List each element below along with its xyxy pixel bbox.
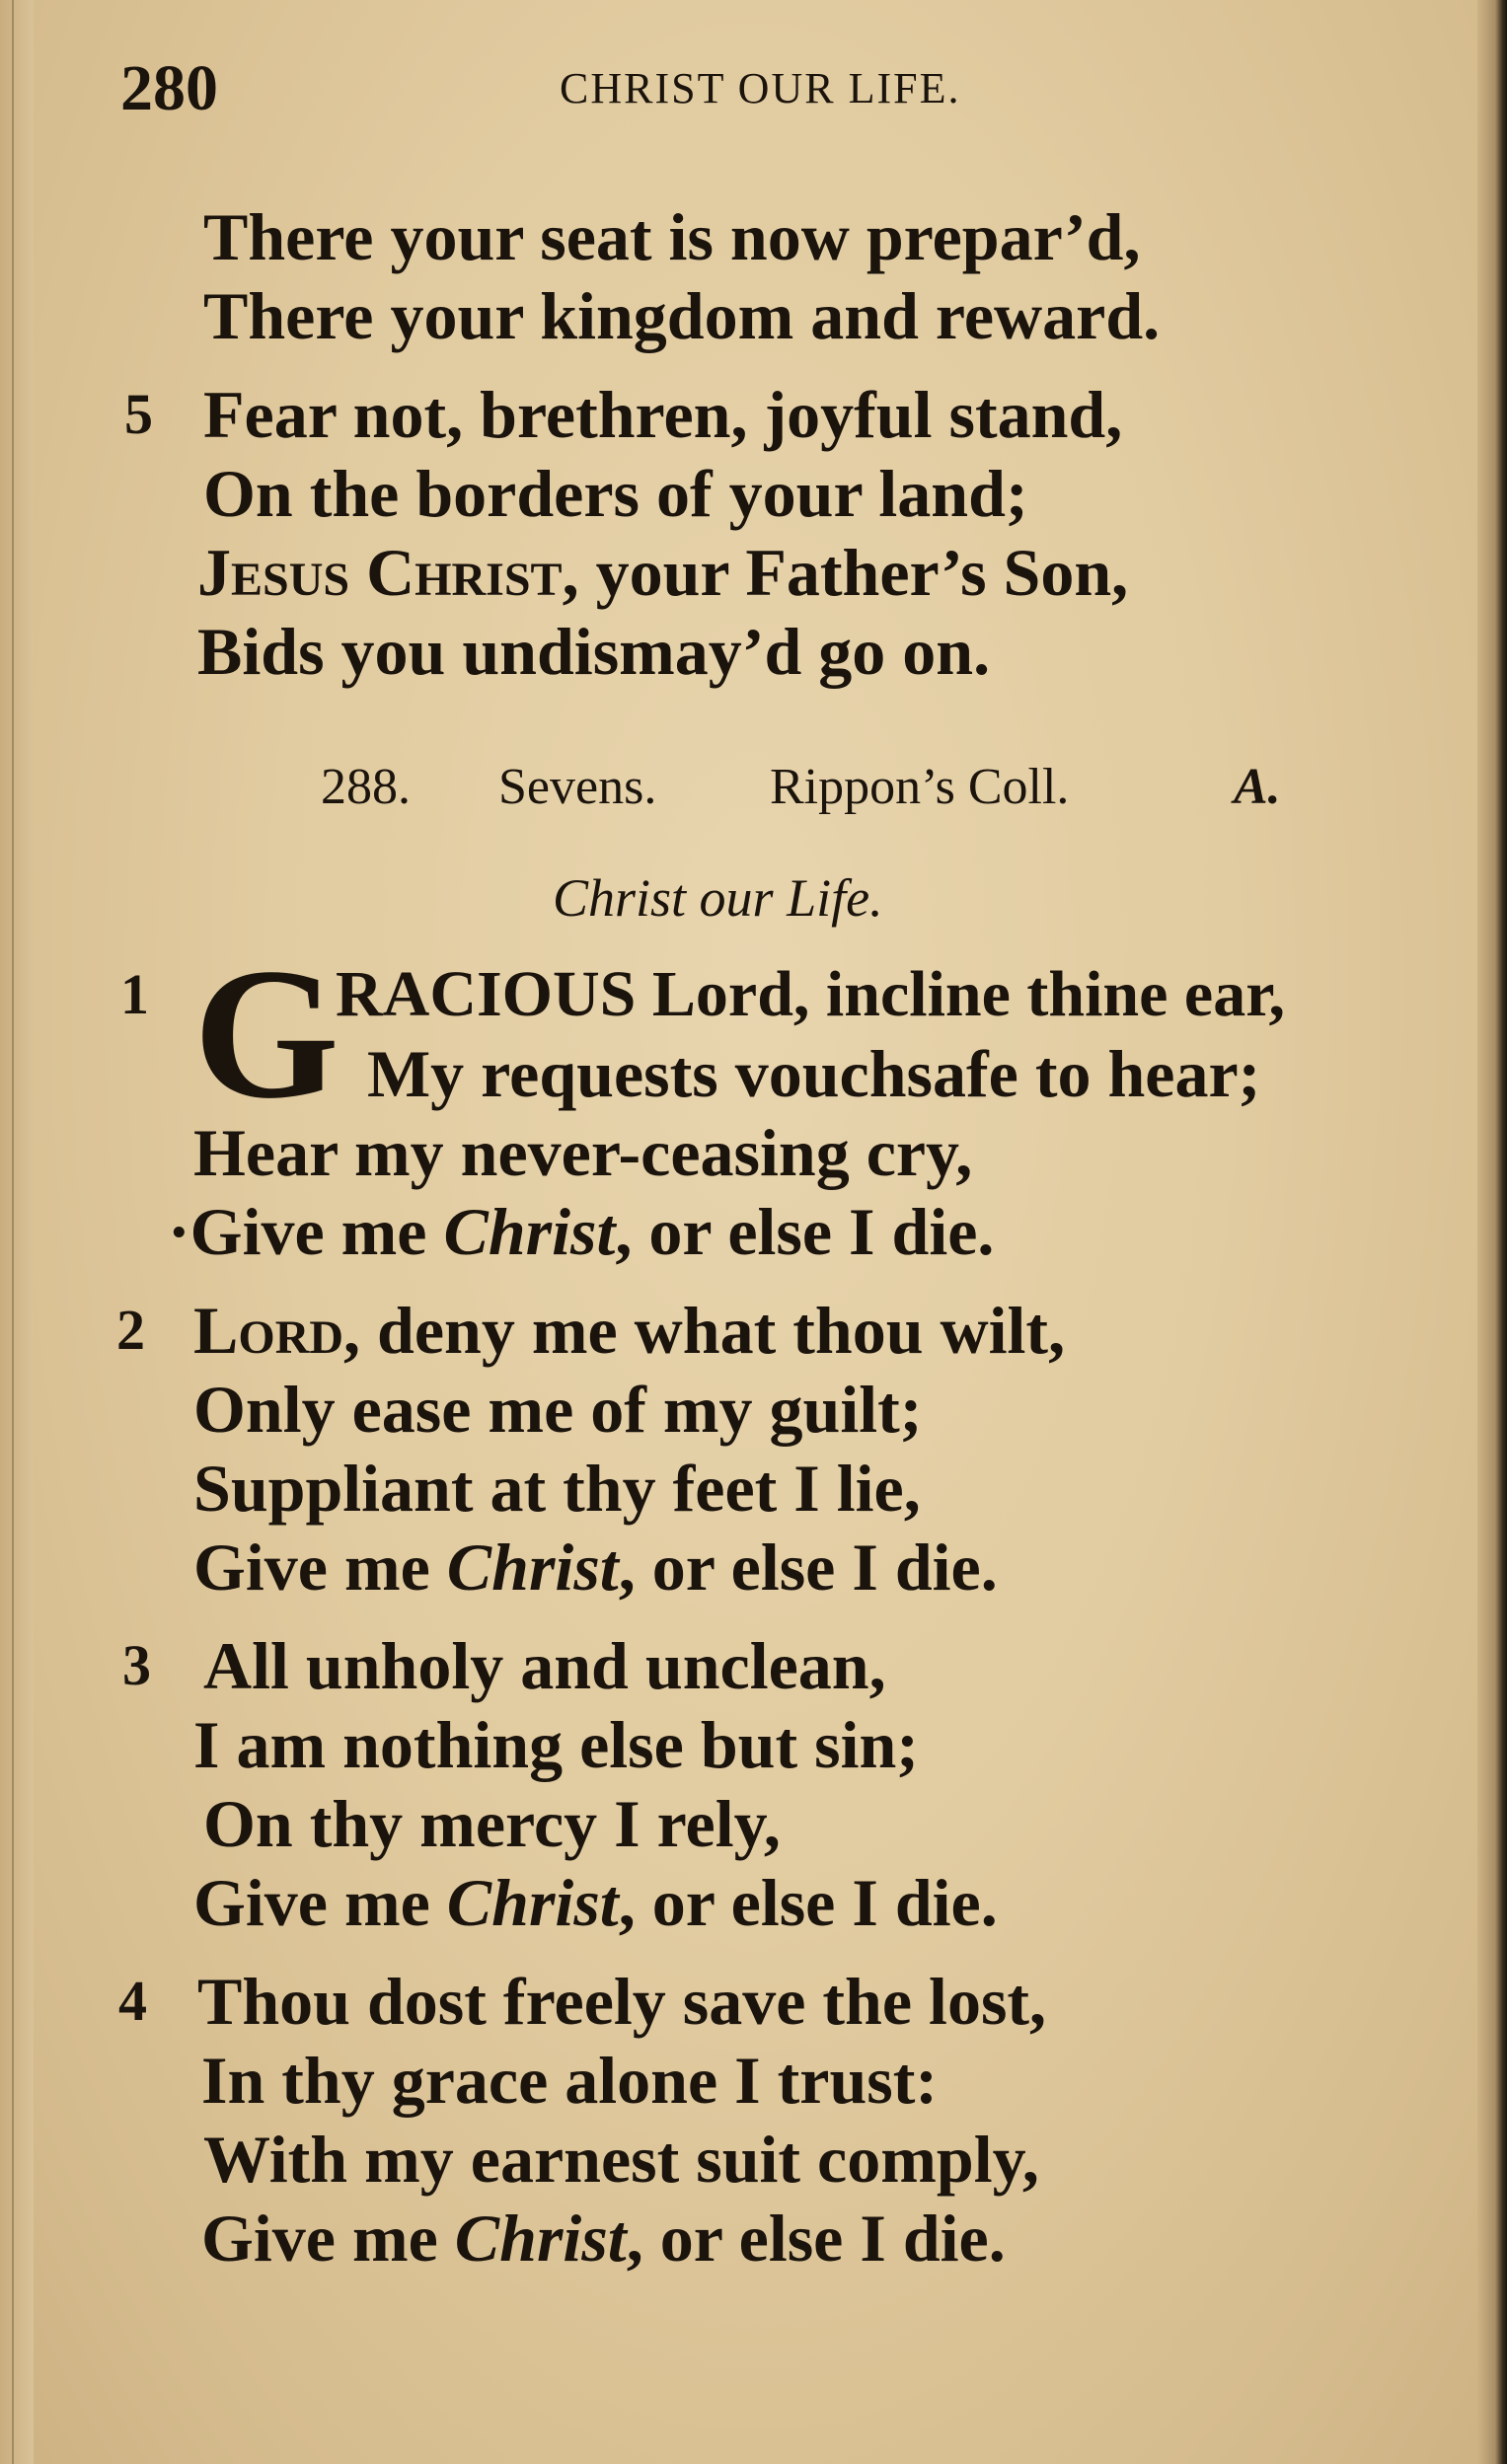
page-number: 280: [120, 52, 218, 124]
verse-line: On thy mercy I rely,: [203, 1786, 781, 1861]
verse-text: Give me: [193, 1530, 447, 1605]
verse-line: All unholy and unclean,: [203, 1628, 886, 1703]
emphasis-christ: Christ: [443, 1194, 616, 1269]
hymn-title: Christ our Life.: [553, 868, 883, 928]
verse-line: RACIOUS Lord, incline thine ear,: [336, 958, 1285, 1030]
hymn-number: 288.: [321, 759, 411, 815]
verse-text: , or else I die.: [618, 1865, 998, 1940]
small-caps-name: Lord: [193, 1293, 344, 1368]
running-head: CHRIST OUR LIFE.: [560, 64, 961, 112]
stanza-number: 3: [122, 1633, 151, 1697]
verse-line: [201, 2199, 1006, 2277]
verse-line: My requests vouchsafe to hear;: [367, 1036, 1261, 1111]
stanza-number: 5: [124, 382, 153, 446]
drop-cap: G: [193, 931, 339, 1138]
emphasis-christ: Christ: [446, 1530, 619, 1605]
page-left-edge: [0, 0, 34, 2464]
verse-line: On the borders of your land;: [203, 456, 1028, 531]
hymn-mark: A.: [1234, 759, 1281, 815]
verse-line: There your kingdom and reward.: [203, 278, 1161, 353]
hymn-source: Rippon’s Coll.: [770, 759, 1070, 815]
verse-text: Give me: [201, 2201, 455, 2276]
hymn-header: [321, 748, 1308, 827]
verse-text: Give me: [193, 1865, 447, 1940]
verse-line: [197, 533, 1128, 612]
verse-line: Bids you undismay’d go on.: [197, 614, 991, 689]
verse-line: [168, 1192, 994, 1271]
stanza-number: 2: [116, 1298, 145, 1362]
verse-text: ·Give me: [168, 1194, 444, 1269]
hymn-meter: Sevens.: [498, 759, 657, 815]
verse-line: Thou dost freely save the lost,: [197, 1964, 1047, 2039]
verse-line: Suppliant at thy feet I lie,: [193, 1451, 921, 1526]
verse-line: [193, 1291, 1065, 1370]
verse-line: Only ease me of my guilt;: [193, 1372, 923, 1447]
verse-text: , deny me what thou wilt,: [343, 1293, 1066, 1368]
verse-line: Fear not, brethren, joyful stand,: [203, 377, 1123, 452]
small-caps-name: Jesus Christ: [197, 535, 563, 610]
verse-text: , or else I die.: [618, 1530, 998, 1605]
page-right-edge: [1477, 0, 1507, 2464]
verse-line: [193, 1863, 998, 1942]
emphasis-christ: Christ: [454, 2201, 627, 2276]
verse-line: [193, 1528, 998, 1606]
verse-line: In thy grace alone I trust:: [201, 2043, 939, 2118]
verse-line: There your seat is now prepar’d,: [203, 199, 1141, 274]
verse-text: , or else I die.: [626, 2201, 1006, 2276]
verse-line: I am nothing else but sin;: [193, 1707, 919, 1782]
stanza-number: 4: [118, 1969, 147, 2033]
verse-text: , or else I die.: [615, 1194, 995, 1269]
page-gutter-line: [12, 0, 14, 2464]
page-header: [120, 49, 1107, 128]
verse-line: Hear my never-ceasing cry,: [193, 1115, 973, 1190]
verse-line-rest: , your Father’s Son,: [562, 535, 1129, 610]
emphasis-christ: Christ: [446, 1865, 619, 1940]
stanza-number: 1: [120, 962, 149, 1026]
verse-line: With my earnest suit comply,: [203, 2122, 1039, 2197]
